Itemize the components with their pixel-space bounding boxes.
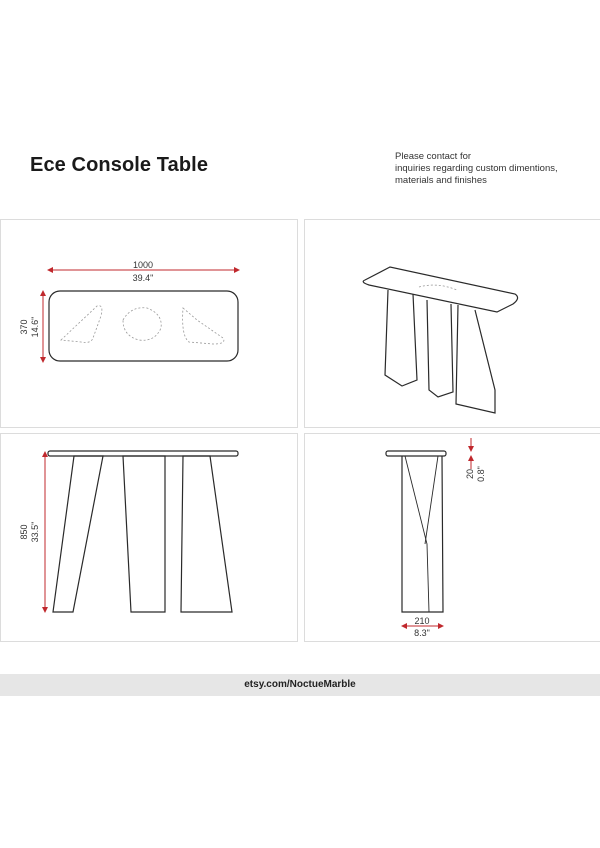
front-view-panel (0, 433, 298, 642)
leg-outline (402, 456, 443, 612)
side-view-drawing (305, 434, 600, 641)
top-view-drawing (1, 220, 297, 427)
leg-footprint (61, 306, 102, 343)
thickness-mm-label: 20 (465, 468, 475, 480)
perspective-view-panel (304, 219, 600, 428)
leg-outline (427, 300, 453, 397)
tabletop-outline (386, 451, 446, 456)
thickness-in-label: 0.8" (476, 466, 486, 482)
front-view-drawing (1, 434, 297, 641)
height-in-label: 33.5" (30, 521, 40, 543)
page-title: Ece Console Table (30, 154, 209, 176)
perspective-drawing (305, 220, 600, 427)
contact-line: materials and finishes (395, 175, 487, 186)
leg-outline (385, 290, 417, 386)
contact-note (395, 151, 585, 187)
leg-edge (425, 456, 438, 544)
leg-footprint (419, 285, 457, 290)
depth-in-label: 14.6" (30, 316, 40, 338)
height-mm-label: 850 (19, 524, 29, 540)
leg-footprint (123, 308, 161, 341)
leg-outline (181, 456, 232, 612)
side-view-panel (304, 433, 600, 642)
tabletop-outline (48, 451, 238, 456)
top-view-panel (0, 219, 298, 428)
length-in-label: 39.4" (132, 273, 154, 283)
depth-mm-label: 370 (19, 319, 29, 335)
contact-line: Please contact for (395, 151, 472, 162)
leg-outline (456, 305, 495, 413)
tabletop-outline (363, 267, 517, 312)
leg-depth-in-label: 8.3" (414, 628, 430, 638)
leg-edge (405, 456, 429, 612)
length-mm-label: 1000 (132, 260, 154, 270)
footer-link[interactable]: etsy.com/NoctueMarble (0, 674, 600, 696)
tabletop-outline (49, 291, 238, 361)
contact-line: inquiries regarding custom dimentions, (395, 163, 558, 174)
leg-outline (53, 456, 103, 612)
leg-depth-mm-label: 210 (414, 616, 430, 626)
leg-footprint (183, 308, 224, 344)
leg-outline (123, 456, 165, 612)
